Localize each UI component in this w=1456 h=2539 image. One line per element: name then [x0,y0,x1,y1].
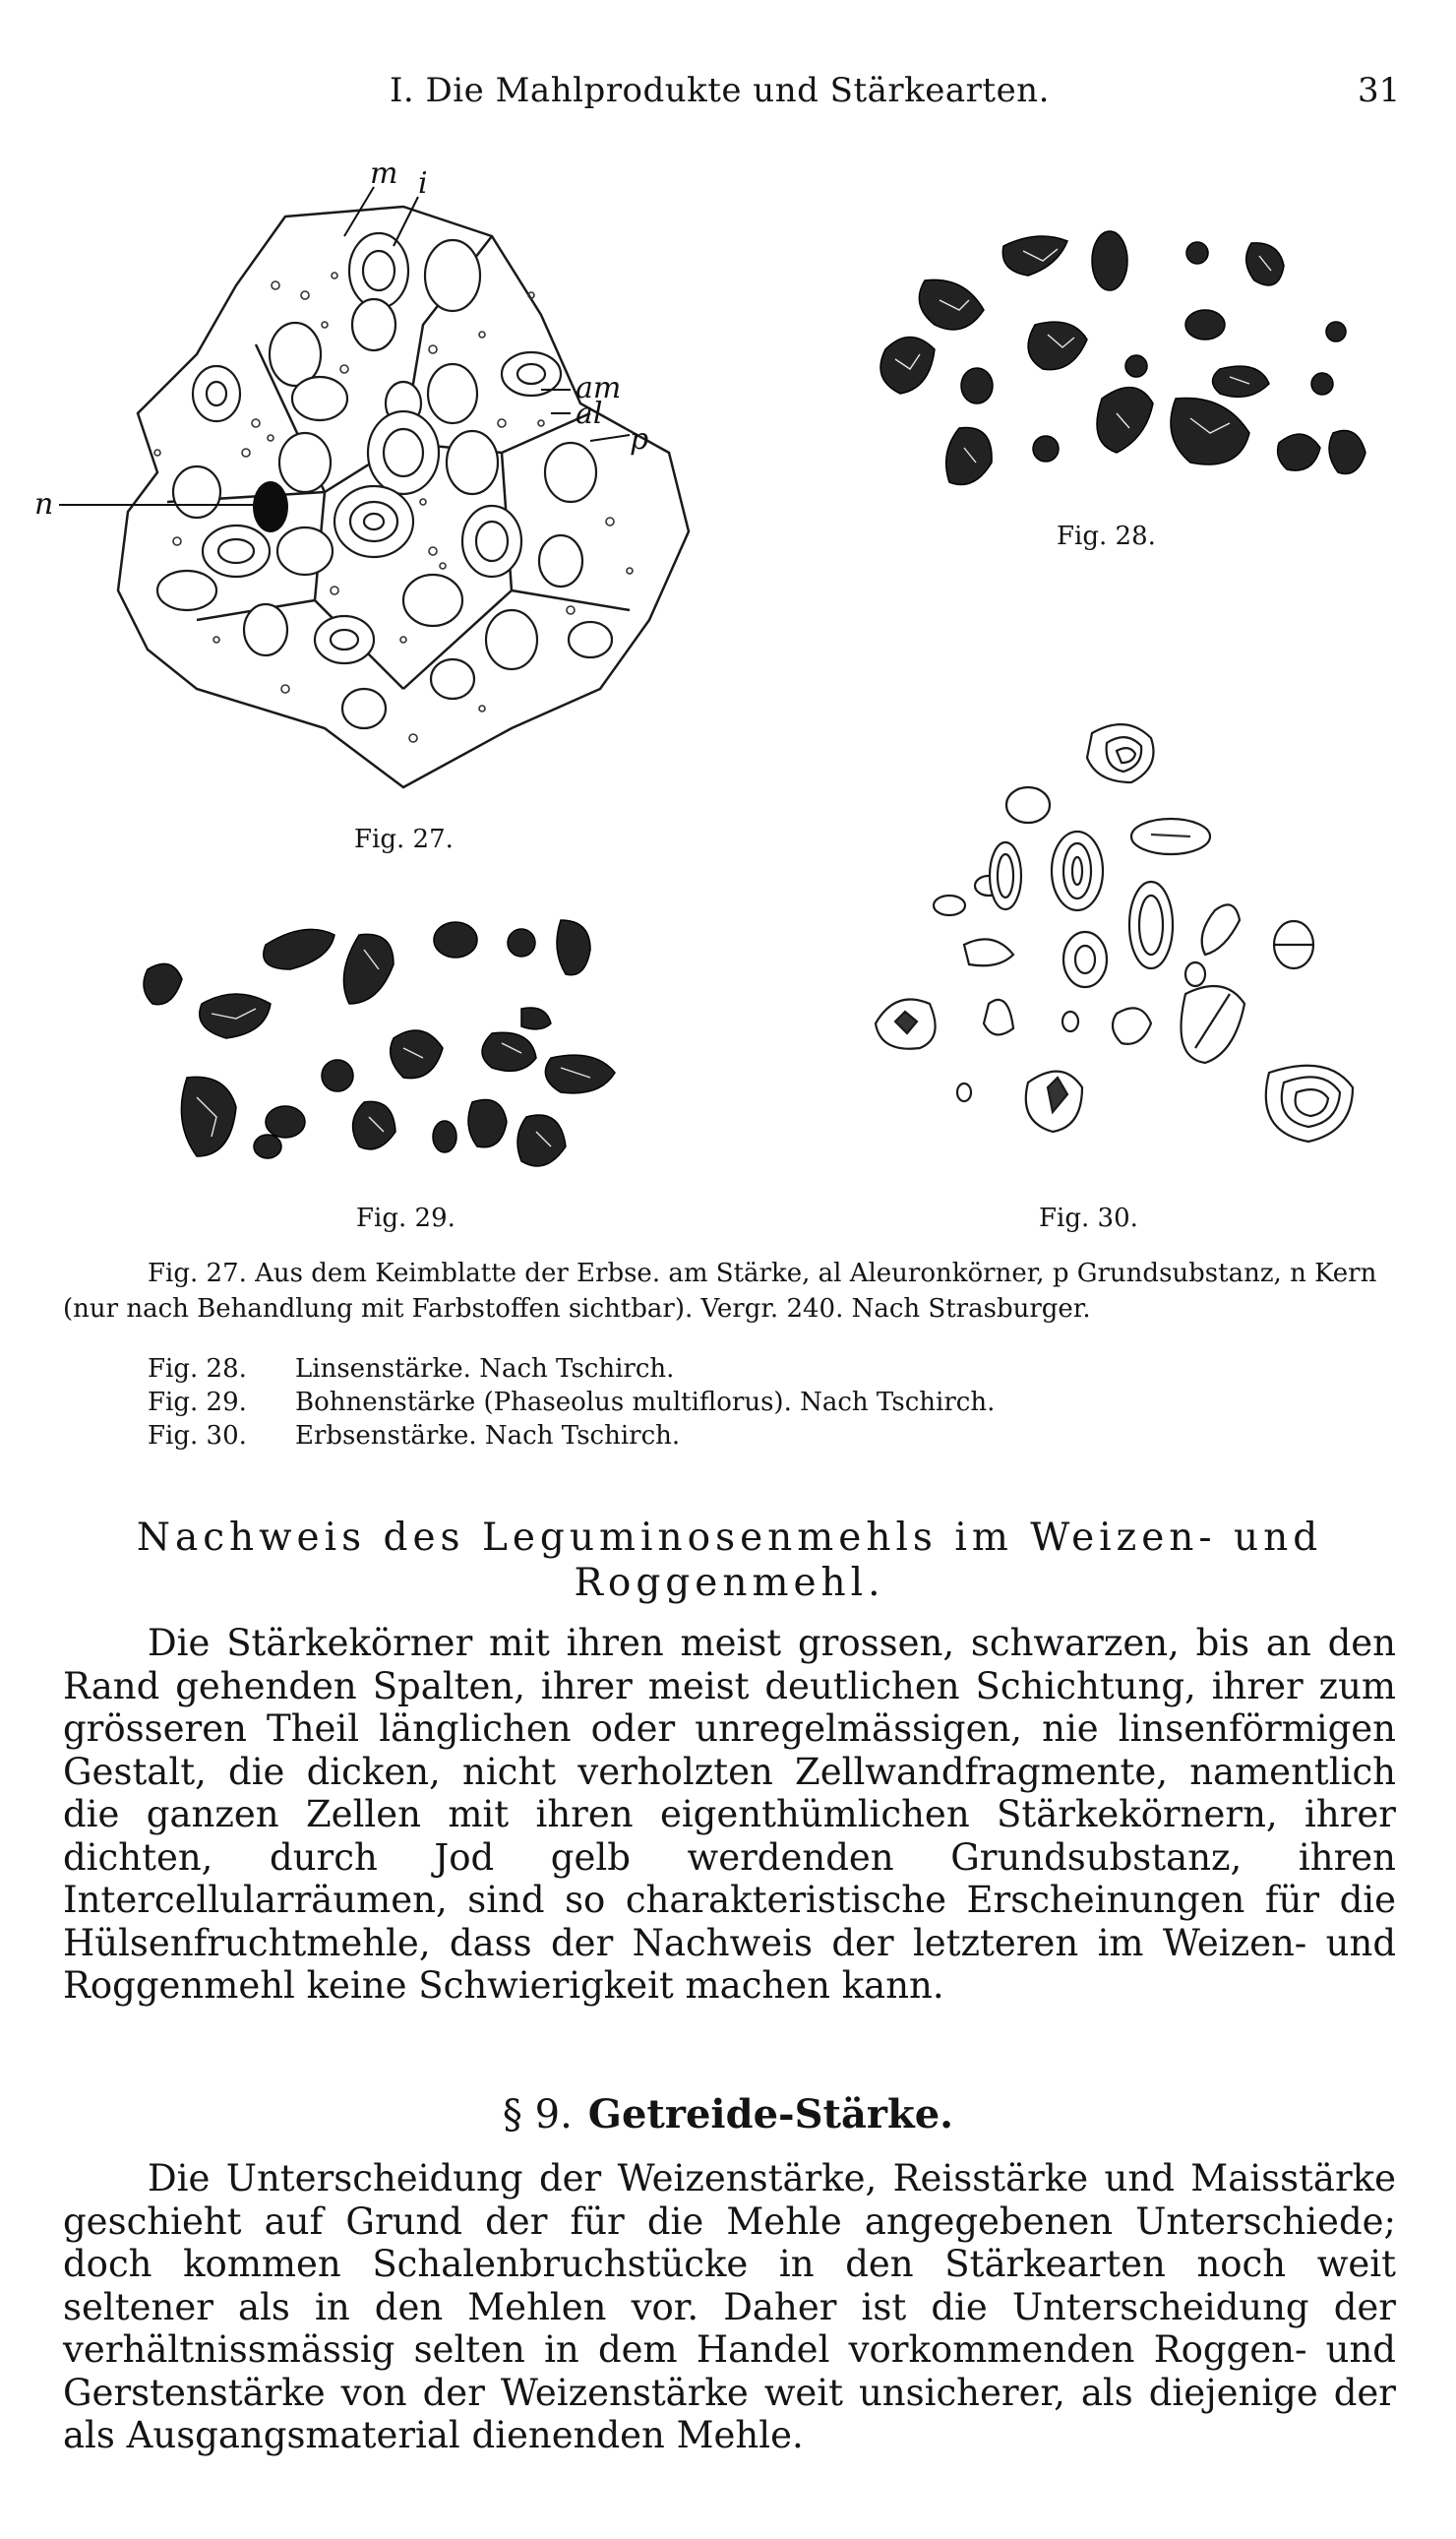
fig27-letter-m: m [370,156,398,191]
fig30-label: Fig. 30. [1039,1204,1138,1233]
fig27-letter-p: p [630,422,649,457]
fig27-letter-al: al [576,397,603,431]
figure-30-illustration [856,709,1407,1171]
paragraph-nachweis: Die Stärkekörner mit ihren meist grossen, schwarzen, bis an den Rand gehenden Spalten, ihrer meist deutlichen Schichtung, ihrer zum grösseren Theil länglichen oder unregelmässigen, nie linsenförmigen Gestalt, die dicken, nicht verholzten Zellwandfragmente, namentlich die ganzen Zellen mit ihren eigenthümlichen Stärkekörnern, ihrer dichten, durch Jod gelb werdenden Grundsubstanz, ihren Intercellularräumen, sind so charakteristische Erscheinungen für die Hülsenfruchtmehle, dass der Nachweis der letzteren im Weizen- und Roggenmehl keine Schwierigkeit machen kann. [63,1622,1396,2007]
fig27-letter-n: n [34,487,54,522]
running-title: I. Die Mahlprodukte und Stärkearten. [390,71,1050,110]
caption-fig28-label: Fig. 28. [148,1354,247,1384]
caption-row-fig30 [148,1421,680,1451]
fig28-label: Fig. 28. [1057,522,1156,551]
caption-fig28-text: Linsenstärke. Nach Tschirch. [295,1354,675,1384]
figure-29-illustration [128,910,679,1176]
caption-row-fig29 [148,1388,995,1417]
page-header [0,71,1456,130]
caption-row-fig28 [148,1354,674,1384]
section-heading-9 [0,2091,1456,2137]
section-title: Getreide-Stärke. [587,2091,954,2137]
figure-27-illustration [34,156,708,807]
fig27-label: Fig. 27. [354,825,454,854]
section-number: § 9. [502,2092,573,2137]
fig29-label: Fig. 29. [356,1204,455,1233]
caption-fig29-text: Bohnenstärke (Phaseolus multiflorus). Nach Tschirch. [295,1388,996,1417]
fig27-letter-i: i [418,166,428,201]
caption-fig30-text: Erbsenstärke. Nach Tschirch. [295,1421,681,1451]
page-number: 31 [1358,71,1401,110]
fig27-letter-am: am [576,371,622,405]
caption-fig29-label: Fig. 29. [148,1388,247,1417]
section-heading-nachweis: Nachweis des Leguminosenmehls im Weizen- und Roggenmehl. [136,1516,1323,1605]
fig27-caption: Fig. 27. Aus dem Keimblatte der Erbse. am Stärke, al Aleuronkörner, p Grundsubstanz, n Kern (nur nach Behandlung mit Farbstoffen sichtbar). Vergr. 240. Nach Strasburger. [63,1259,1377,1324]
paragraph-getreide-staerke: Die Unterscheidung der Weizenstärke, Reisstärke und Maisstärke geschieht auf Grund der für die Mehle angegebenen Unterschiede; doch kommen Schalenbruchstücke in den Stärkearten noch weit seltener als in den Mehlen vor. Daher ist die Unterscheidung der verhältnissmässig selten in dem Handel vorkommenden Roggen- und Gerstenstärke von der Weizenstärke weit unsicherer, als diejenige der als Ausgangsmaterial dienenden Mehle. [63,2157,1396,2456]
caption-fig30-label: Fig. 30. [148,1421,247,1451]
figure-28-illustration [866,221,1397,517]
